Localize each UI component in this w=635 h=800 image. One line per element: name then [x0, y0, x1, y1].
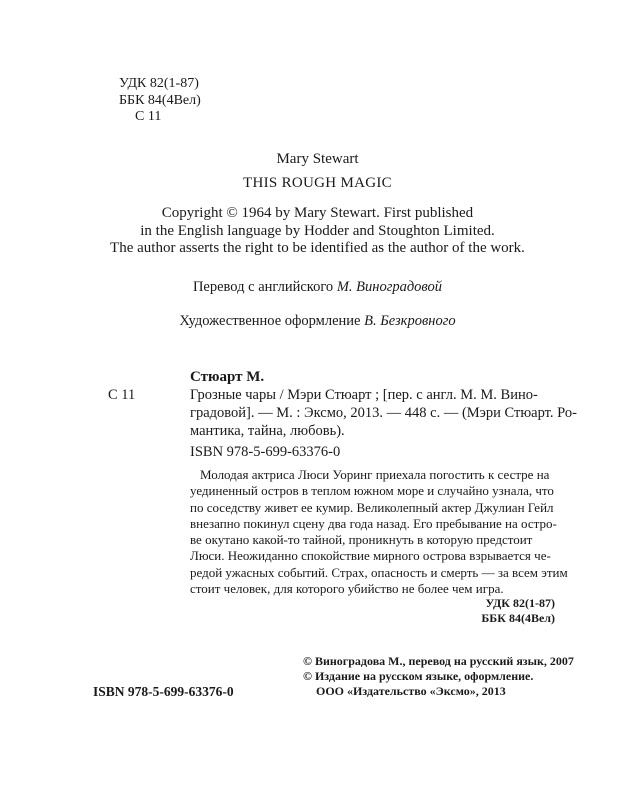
- designer-name: В. Безкровного: [364, 313, 456, 329]
- rights-notice: [303, 654, 574, 698]
- bib-author: Стюарт М.: [190, 369, 265, 385]
- author-mark: С 11: [135, 109, 162, 124]
- rights-line: ООО «Издательство «Эксмо», 2013: [316, 683, 506, 698]
- isbn-footer: ISBN 978-5-699-63376-0: [93, 684, 234, 699]
- translator-label: Перевод с английского: [192, 279, 334, 295]
- annotation-line: по соседству живет ее кумир. Великолепный актер Джулиан Гейл: [190, 499, 554, 515]
- annotation-line: редой ужасных событий. Страх, опасность и смерть — за всем этим: [190, 564, 568, 580]
- annotation-line: стоит человек, для которого убийство не более чем игра.: [190, 581, 504, 597]
- original-title: THIS ROUGH MAGIC: [243, 175, 392, 191]
- translator-name: М. Виноградовой: [336, 279, 443, 295]
- bbk-code: ББК 84(4Вел): [481, 610, 555, 625]
- bib-line: градовой]. — М. : Эксмо, 2013. — 448 с. — (Мэри Стюарт. Ро-: [190, 404, 577, 421]
- classification-codes-right: [481, 596, 555, 625]
- classification-codes-top: [119, 76, 201, 126]
- annotation-line: Люси. Неожиданно спокойствие мирного острова взрывается че-: [190, 548, 551, 564]
- udc-code: УДК 82(1-87): [119, 76, 199, 91]
- bib-line: мантика, тайна, любовь).: [190, 422, 345, 439]
- copyright-line: The author asserts the right to be identified as the author of the work.: [110, 240, 525, 256]
- bib-isbn: ISBN 978-5-699-63376-0: [190, 444, 341, 460]
- rights-line: © Виноградова М., перевод на русский язык, 2007: [303, 654, 574, 668]
- designer-label: Художественное оформление: [179, 313, 361, 329]
- annotation-line: внезапно покинул сцену два года назад. Его пребывание на остро-: [190, 515, 557, 531]
- annotation-line: ве окутано какой-то тайной, проникнуть в которую предстоит: [190, 532, 533, 548]
- copyright-line: Copyright © 1964 by Mary Stewart. First published: [161, 205, 474, 221]
- udc-code: УДК 82(1-87): [485, 596, 555, 610]
- rights-line: © Издание на русском языке, оформление.: [303, 668, 534, 683]
- translator-credit: [0, 279, 635, 296]
- copyright-notice: [0, 205, 635, 258]
- bib-description: [190, 387, 577, 440]
- copyright-line: in the English language by Hodder and Stoughton Limited.: [140, 222, 495, 239]
- annotation-line: Молодая актриса Люси Уоринг приехала погостить к сестре на: [200, 467, 550, 482]
- annotation-line: уединенный остров в теплом южном море и случайно узнала, что: [190, 483, 554, 499]
- bib-author-mark: С 11: [108, 387, 136, 403]
- original-author: Mary Stewart: [276, 151, 359, 167]
- bib-line: Грозные чары / Мэри Стюарт ; [пер. с англ. М. М. Вино-: [190, 387, 538, 403]
- annotation: [190, 467, 568, 597]
- bbk-code: ББК 84(4Вел): [119, 92, 201, 108]
- designer-credit: [0, 313, 635, 330]
